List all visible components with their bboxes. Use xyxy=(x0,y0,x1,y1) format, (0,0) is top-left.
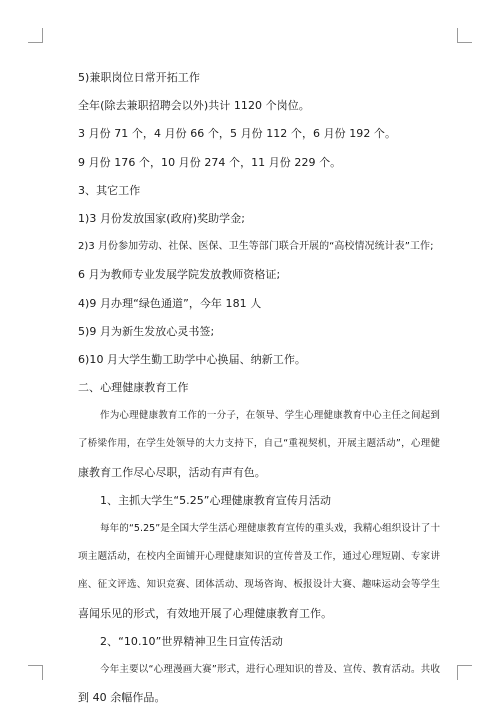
paragraph-annual-positions: 全年(除去兼职招聘会以外)共计 1120 个岗位。 xyxy=(78,99,310,113)
section-heading-mental-health: 二、心理健康教育工作 xyxy=(78,381,189,395)
crop-mark-bottom-left xyxy=(28,665,43,680)
paragraph-1010-line-2: 到 40 余幅作品。 xyxy=(78,691,166,705)
list-item-teacher-certificate: 6 月为教师专业发展学院发放教师资格证; xyxy=(78,268,281,282)
crop-mark-top-right xyxy=(457,28,472,43)
paragraph-mental-health-line-1: 作为心理健康教育工作的一分子，在领导、学生心理健康教育中心主任之间起到 xyxy=(100,410,440,422)
paragraph-1010-line-1: 今年主要以“心理漫画大赛”形式，进行心理知识的普及、宣传、教育活动。共收 xyxy=(100,663,440,675)
section-heading-other-work: 3、其它工作 xyxy=(78,183,141,197)
paragraph-monthly-positions-2: 9 月份 176 个，10 月份 274 个，11 月份 229 个。 xyxy=(78,155,342,169)
paragraph-mental-health-line-2: 了桥梁作用，在学生处领导的大力支持下，自己“重视契机，开展主题活动”，心理健 xyxy=(78,438,440,450)
list-item-green-channel: 4)9 月办理“绿色通道”，今年 181 人 xyxy=(78,296,262,310)
list-item-bookmarks: 5)9 月为新生发放心灵书签; xyxy=(78,324,215,338)
paragraph-525-line-1: 每年的“5.25”是全国大学生活心理健康教育宣传的重头戏，我精心组织设计了十 xyxy=(100,523,440,534)
paragraph-mental-health-line-3: 康教育工作尽心尽职，活动有声有色。 xyxy=(78,465,266,479)
list-item-scholarship: 1)3 月份发放国家(政府)奖助学金; xyxy=(78,211,246,225)
crop-mark-top-left xyxy=(28,28,43,43)
paragraph-525-line-4: 喜闻乐见的形式，有效地开展了心理健康教育工作。 xyxy=(78,606,333,620)
list-item-work-study-center: 6)10 月大学生勤工助学中心换届、纳新工作。 xyxy=(78,352,306,366)
subsection-heading-525: 1、主抓大学生“5.25”心理健康教育宣传月活动 xyxy=(100,493,332,507)
list-item-statistics-form: 2)3 月份参加劳动、社保、医保、卫生等部门联合开展的“高校情况统计表”工作; xyxy=(78,241,434,253)
paragraph-525-line-2: 项主题活动，在校内全面铺开心理健康知识的宣传普及工作，通过心理短剧、专家讲 xyxy=(78,551,440,563)
paragraph-525-line-3: 座、征文评选、知识竞赛、团体活动、现场咨询、板报设计大赛、趣味运动会等学生 xyxy=(78,579,440,591)
crop-mark-bottom-right xyxy=(457,665,472,680)
paragraph-monthly-positions-1: 3 月份 71 个，4 月份 66 个，5 月份 112 个，6 月份 192 个。 xyxy=(78,127,397,141)
subsection-heading-1010: 2、“10.10”世界精神卫生日宣传活动 xyxy=(100,634,283,648)
document-body xyxy=(78,64,440,712)
list-item-part-time-jobs: 5)兼职岗位日常开拓工作 xyxy=(78,71,200,84)
